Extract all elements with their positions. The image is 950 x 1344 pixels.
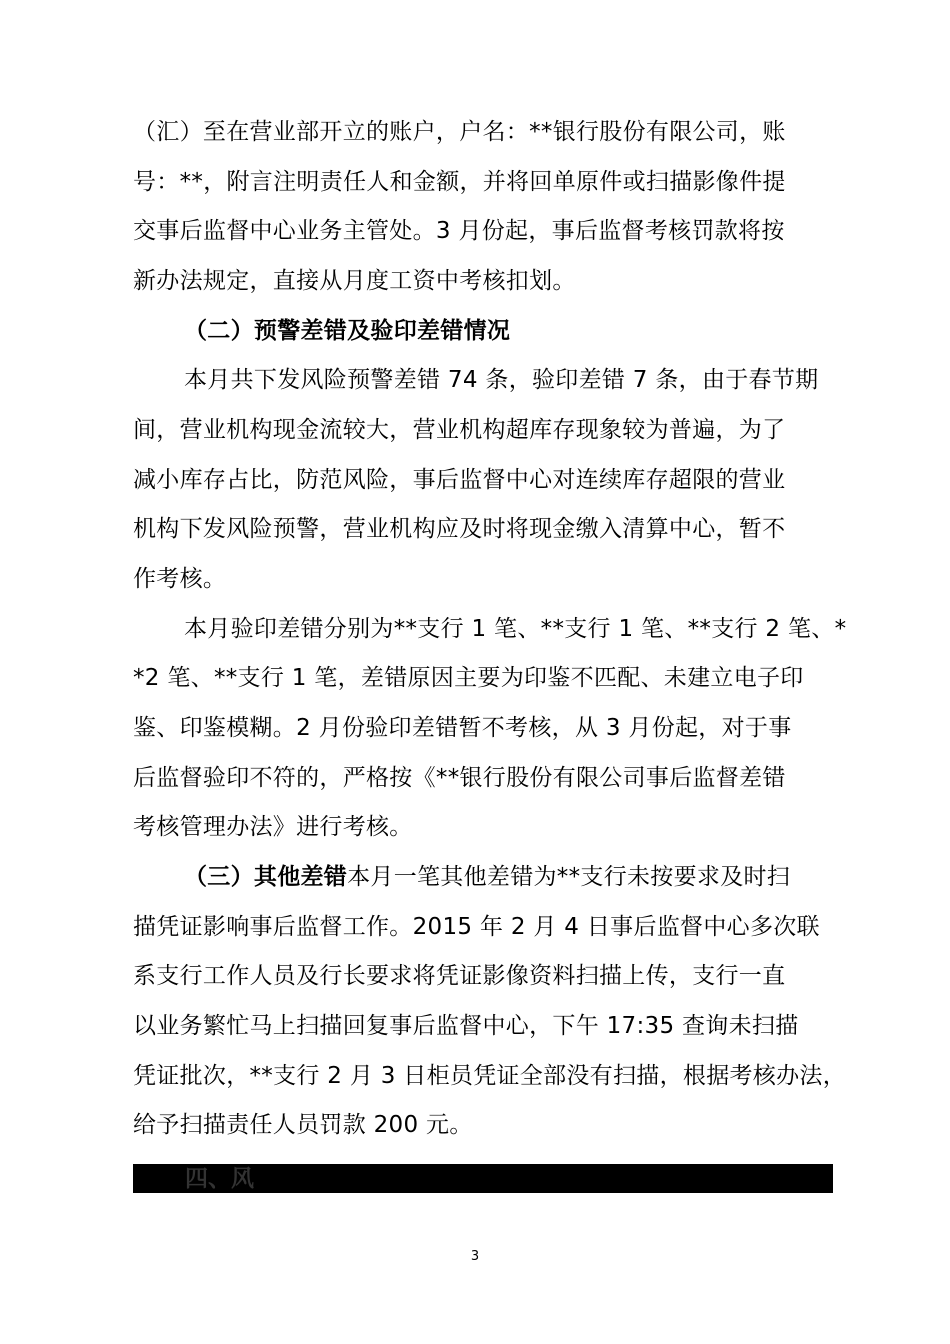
paragraph-b-line-2: 间，营业机构现金流较大，营业机构超库存现象较为普遍，为了 <box>133 417 786 443</box>
paragraph-a-line-2: 号：**，附言注明责任人和金额，并将回单原件或扫描影像件提 <box>133 169 786 195</box>
section-3-first-line-text: 本月一笔其他差错为**支行未按要求及时扫 <box>347 864 791 890</box>
paragraph-b-line-5: 作考核。 <box>133 566 227 592</box>
redaction-bar <box>133 1164 833 1193</box>
paragraph-b-line-3: 减小库存占比，防范风险，事后监督中心对连续库存超限的营业 <box>133 467 786 493</box>
paragraph-c-line-4: 后监督验印不符的，严格按《**银行股份有限公司事后监督差错 <box>133 765 786 791</box>
section-4-heading-partial: 四、风 <box>185 1165 254 1192</box>
section-3-line-4: 以业务繁忙马上扫描回复事后监督中心，下午 17:35 查询未扫描 <box>133 1013 799 1039</box>
section-3-line-5: 凭证批次，**支行 2 月 3 日柜员凭证全部没有扫描，根据考核办法， <box>133 1063 847 1089</box>
paragraph-c-line-5: 考核管理办法》进行考核。 <box>133 814 413 840</box>
section-3-heading: （三）其他差错 <box>184 864 348 890</box>
section-2-heading: （二）预警差错及验印差错情况 <box>184 318 511 344</box>
paragraph-a-line-4: 新办法规定，直接从月度工资中考核扣划。 <box>133 268 576 294</box>
section-3-line-3: 系支行工作人员及行长要求将凭证影像资料扫描上传，支行一直 <box>133 963 786 989</box>
paragraph-c-line-2: *2 笔、**支行 1 笔，差错原因主要为印鉴不匹配、未建立电子印 <box>133 665 804 691</box>
section-3-line-2: 描凭证影响事后监督工作。2015 年 2 月 4 日事后监督中心多次联 <box>133 914 820 940</box>
section-3-line-6: 给予扫描责任人员罚款 200 元。 <box>133 1112 473 1138</box>
paragraph-a-line-3: 交事后监督中心业务主管处。3 月份起，事后监督考核罚款将按 <box>133 218 785 244</box>
paragraph-a-line-1: （汇）至在营业部开立的账户，户名：**银行股份有限公司，账 <box>133 119 786 145</box>
page-number: 3 <box>470 1249 480 1264</box>
paragraph-c-line-3: 鉴、印鉴模糊。2 月份验印差错暂不考核，从 3 月份起，对于事 <box>133 715 792 741</box>
paragraph-c-line-1: 本月验印差错分别为**支行 1 笔、**支行 1 笔、**支行 2 笔、* <box>184 616 847 642</box>
paragraph-b-line-4: 机构下发风险预警，营业机构应及时将现金缴入清算中心，暂不 <box>133 516 786 542</box>
section-3-first-line <box>184 862 790 892</box>
paragraph-b-line-1: 本月共下发风险预警差错 74 条，验印差错 7 条，由于春节期 <box>184 367 819 393</box>
